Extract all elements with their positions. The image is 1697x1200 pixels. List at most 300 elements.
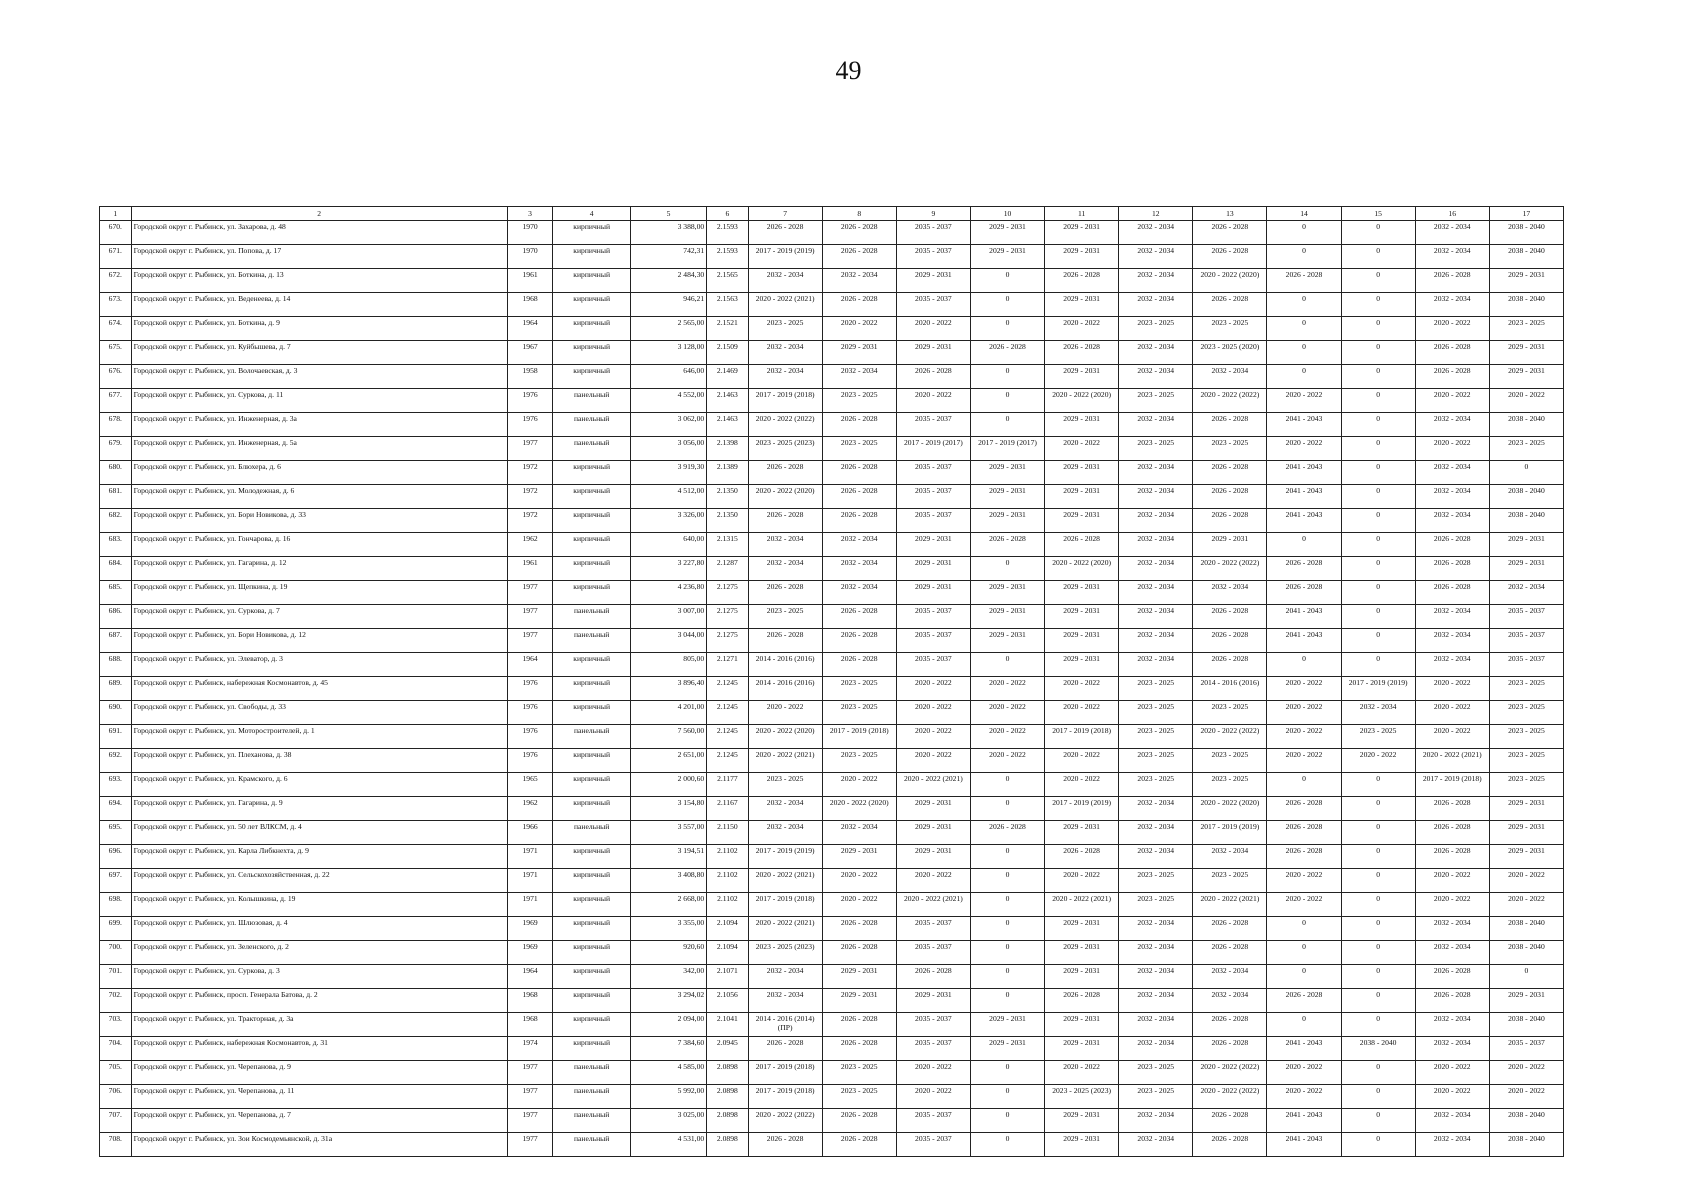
table-cell-col-8: 2020 - 2022 bbox=[822, 869, 896, 893]
table-row bbox=[100, 941, 1564, 965]
table-cell-col-5: 4 585,00 bbox=[630, 1061, 706, 1085]
table-cell-col-17: 2020 - 2022 bbox=[1489, 869, 1563, 893]
table-cell-col-16: 2032 - 2034 bbox=[1415, 293, 1489, 317]
table-cell-col-2: Городской округ г. Рыбинск, ул. Боткина, д. 13 bbox=[131, 269, 507, 293]
table-cell-col-11: 2026 - 2028 bbox=[1045, 341, 1119, 365]
table-cell-col-14: 0 bbox=[1267, 941, 1341, 965]
table-cell-col-7: 2023 - 2025 bbox=[748, 773, 822, 797]
table-cell-col-1: 676. bbox=[100, 365, 132, 389]
table-cell-col-15: 0 bbox=[1341, 533, 1415, 557]
column-header-8: 8 bbox=[822, 207, 896, 221]
table-cell-col-11: 2029 - 2031 bbox=[1045, 653, 1119, 677]
table-cell-col-16: 2032 - 2034 bbox=[1415, 1109, 1489, 1133]
table-cell-col-9: 2020 - 2022 (2021) bbox=[896, 773, 970, 797]
table-cell-col-6: 2.1469 bbox=[707, 365, 748, 389]
table-cell-col-9: 2035 - 2037 bbox=[896, 1133, 970, 1157]
table-cell-col-11: 2029 - 2031 bbox=[1045, 1037, 1119, 1061]
table-cell-col-15: 0 bbox=[1341, 989, 1415, 1013]
table-cell-col-2: Городской округ г. Рыбинск, ул. Волочаевская, д. 3 bbox=[131, 365, 507, 389]
registry-table bbox=[99, 206, 1564, 1157]
table-cell-col-6: 2.1593 bbox=[707, 221, 748, 245]
table-body bbox=[100, 221, 1564, 1157]
table-row bbox=[100, 581, 1564, 605]
table-cell-col-4: кирпичный bbox=[553, 893, 630, 917]
table-row bbox=[100, 245, 1564, 269]
table-cell-col-9: 2020 - 2022 bbox=[896, 869, 970, 893]
table-cell-col-5: 3 557,00 bbox=[630, 821, 706, 845]
table-cell-col-2: Городской округ г. Рыбинск, ул. Веденеева, д. 14 bbox=[131, 293, 507, 317]
table-cell-col-9: 2026 - 2028 bbox=[896, 965, 970, 989]
table-cell-col-13: 2023 - 2025 bbox=[1193, 437, 1267, 461]
table-cell-col-2: Городской округ г. Рыбинск, ул. Зеленского, д. 2 bbox=[131, 941, 507, 965]
table-cell-col-14: 2026 - 2028 bbox=[1267, 845, 1341, 869]
table-cell-col-1: 687. bbox=[100, 629, 132, 653]
table-cell-col-8: 2029 - 2031 bbox=[822, 989, 896, 1013]
column-header-13: 13 bbox=[1193, 207, 1267, 221]
table-cell-col-15: 2023 - 2025 bbox=[1341, 725, 1415, 749]
table-cell-col-8: 2026 - 2028 bbox=[822, 1013, 896, 1037]
table-cell-col-8: 2020 - 2022 bbox=[822, 893, 896, 917]
table-cell-col-1: 696. bbox=[100, 845, 132, 869]
table-cell-col-4: кирпичный bbox=[553, 365, 630, 389]
table-cell-col-7: 2020 - 2022 (2022) bbox=[748, 413, 822, 437]
table-cell-col-12: 2032 - 2034 bbox=[1119, 533, 1193, 557]
table-cell-col-1: 685. bbox=[100, 581, 132, 605]
table-cell-col-7: 2023 - 2025 (2023) bbox=[748, 941, 822, 965]
table-cell-col-12: 2032 - 2034 bbox=[1119, 941, 1193, 965]
table-cell-col-11: 2020 - 2022 (2021) bbox=[1045, 893, 1119, 917]
table-cell-col-8: 2020 - 2022 (2020) bbox=[822, 797, 896, 821]
column-header-16: 16 bbox=[1415, 207, 1489, 221]
table-cell-col-14: 2020 - 2022 bbox=[1267, 749, 1341, 773]
table-cell-col-17: 2029 - 2031 bbox=[1489, 365, 1563, 389]
table-cell-col-6: 2.0898 bbox=[707, 1133, 748, 1157]
table-cell-col-7: 2023 - 2025 bbox=[748, 605, 822, 629]
table-cell-col-12: 2032 - 2034 bbox=[1119, 269, 1193, 293]
table-cell-col-10: 2026 - 2028 bbox=[970, 533, 1044, 557]
table-cell-col-17: 2038 - 2040 bbox=[1489, 1133, 1563, 1157]
table-cell-col-11: 2029 - 2031 bbox=[1045, 461, 1119, 485]
table-cell-col-1: 693. bbox=[100, 773, 132, 797]
table-cell-col-15: 0 bbox=[1341, 245, 1415, 269]
table-cell-col-9: 2035 - 2037 bbox=[896, 509, 970, 533]
table-cell-col-5: 3 194,51 bbox=[630, 845, 706, 869]
table-cell-col-2: Городской округ г. Рыбинск, ул. Щепкина, д. 19 bbox=[131, 581, 507, 605]
table-cell-col-3: 1969 bbox=[507, 917, 553, 941]
table-cell-col-6: 2.0898 bbox=[707, 1109, 748, 1133]
table-cell-col-9: 2035 - 2037 bbox=[896, 1013, 970, 1037]
table-cell-col-7: 2032 - 2034 bbox=[748, 533, 822, 557]
table-cell-col-7: 2020 - 2022 (2021) bbox=[748, 749, 822, 773]
table-cell-col-4: кирпичный bbox=[553, 221, 630, 245]
table-cell-col-11: 2029 - 2031 bbox=[1045, 509, 1119, 533]
table-cell-col-7: 2020 - 2022 (2021) bbox=[748, 917, 822, 941]
table-cell-col-3: 1966 bbox=[507, 821, 553, 845]
table-row bbox=[100, 749, 1564, 773]
table-cell-col-4: кирпичный bbox=[553, 749, 630, 773]
table-cell-col-8: 2026 - 2028 bbox=[822, 221, 896, 245]
table-cell-col-14: 0 bbox=[1267, 965, 1341, 989]
table-cell-col-14: 2041 - 2043 bbox=[1267, 413, 1341, 437]
table-cell-col-17: 2038 - 2040 bbox=[1489, 509, 1563, 533]
table-cell-col-10: 2029 - 2031 bbox=[970, 245, 1044, 269]
table-cell-col-7: 2032 - 2034 bbox=[748, 365, 822, 389]
table-cell-col-4: кирпичный bbox=[553, 917, 630, 941]
table-cell-col-16: 2032 - 2034 bbox=[1415, 917, 1489, 941]
table-cell-col-11: 2026 - 2028 bbox=[1045, 845, 1119, 869]
table-cell-col-5: 646,00 bbox=[630, 365, 706, 389]
table-row bbox=[100, 677, 1564, 701]
table-cell-col-10: 2020 - 2022 bbox=[970, 677, 1044, 701]
table-cell-col-4: кирпичный bbox=[553, 293, 630, 317]
table-cell-col-9: 2035 - 2037 bbox=[896, 293, 970, 317]
table-cell-col-5: 3 408,80 bbox=[630, 869, 706, 893]
table-cell-col-13: 2023 - 2025 (2020) bbox=[1193, 341, 1267, 365]
table-cell-col-13: 2026 - 2028 bbox=[1193, 293, 1267, 317]
table-cell-col-13: 2026 - 2028 bbox=[1193, 1133, 1267, 1157]
table-cell-col-17: 2029 - 2031 bbox=[1489, 821, 1563, 845]
table-cell-col-11: 2020 - 2022 bbox=[1045, 317, 1119, 341]
table-cell-col-10: 0 bbox=[970, 773, 1044, 797]
column-header-2: 2 bbox=[131, 207, 507, 221]
table-cell-col-9: 2017 - 2019 (2017) bbox=[896, 437, 970, 461]
table-cell-col-15: 0 bbox=[1341, 797, 1415, 821]
table-cell-col-4: кирпичный bbox=[553, 677, 630, 701]
table-cell-col-7: 2023 - 2025 bbox=[748, 317, 822, 341]
table-cell-col-15: 0 bbox=[1341, 437, 1415, 461]
table-row bbox=[100, 1061, 1564, 1085]
table-cell-col-17: 2023 - 2025 bbox=[1489, 677, 1563, 701]
table-cell-col-13: 2026 - 2028 bbox=[1193, 941, 1267, 965]
table-cell-col-11: 2017 - 2019 (2019) bbox=[1045, 797, 1119, 821]
table-cell-col-13: 2032 - 2034 bbox=[1193, 365, 1267, 389]
table-row bbox=[100, 725, 1564, 749]
table-cell-col-5: 4 512,00 bbox=[630, 485, 706, 509]
table-cell-col-8: 2026 - 2028 bbox=[822, 461, 896, 485]
table-cell-col-9: 2029 - 2031 bbox=[896, 845, 970, 869]
table-cell-col-16: 2032 - 2034 bbox=[1415, 413, 1489, 437]
table-cell-col-9: 2026 - 2028 bbox=[896, 365, 970, 389]
table-cell-col-11: 2029 - 2031 bbox=[1045, 821, 1119, 845]
table-cell-col-1: 683. bbox=[100, 533, 132, 557]
table-cell-col-8: 2029 - 2031 bbox=[822, 341, 896, 365]
table-cell-col-10: 2020 - 2022 bbox=[970, 749, 1044, 773]
table-cell-col-7: 2020 - 2022 (2022) bbox=[748, 1109, 822, 1133]
table-cell-col-4: кирпичный bbox=[553, 485, 630, 509]
table-cell-col-8: 2026 - 2028 bbox=[822, 941, 896, 965]
table-cell-col-9: 2020 - 2022 bbox=[896, 725, 970, 749]
table-cell-col-8: 2026 - 2028 bbox=[822, 245, 896, 269]
table-cell-col-7: 2026 - 2028 bbox=[748, 1133, 822, 1157]
table-cell-col-1: 694. bbox=[100, 797, 132, 821]
table-cell-col-13: 2020 - 2022 (2022) bbox=[1193, 557, 1267, 581]
table-cell-col-7: 2020 - 2022 (2020) bbox=[748, 485, 822, 509]
table-cell-col-5: 946,21 bbox=[630, 293, 706, 317]
table-cell-col-9: 2029 - 2031 bbox=[896, 269, 970, 293]
table-cell-col-16: 2026 - 2028 bbox=[1415, 269, 1489, 293]
table-cell-col-14: 0 bbox=[1267, 317, 1341, 341]
table-cell-col-5: 5 992,00 bbox=[630, 1085, 706, 1109]
table-cell-col-4: кирпичный bbox=[553, 797, 630, 821]
table-cell-col-14: 2026 - 2028 bbox=[1267, 269, 1341, 293]
table-cell-col-1: 689. bbox=[100, 677, 132, 701]
table-cell-col-14: 0 bbox=[1267, 293, 1341, 317]
table-row bbox=[100, 821, 1564, 845]
table-cell-col-14: 0 bbox=[1267, 245, 1341, 269]
column-header-5: 5 bbox=[630, 207, 706, 221]
table-cell-col-2: Городской округ г. Рыбинск, ул. Гагарина, д. 9 bbox=[131, 797, 507, 821]
table-cell-col-15: 0 bbox=[1341, 1085, 1415, 1109]
table-cell-col-12: 2023 - 2025 bbox=[1119, 677, 1193, 701]
table-cell-col-8: 2026 - 2028 bbox=[822, 629, 896, 653]
table-cell-col-8: 2020 - 2022 bbox=[822, 317, 896, 341]
table-cell-col-6: 2.1102 bbox=[707, 869, 748, 893]
table-cell-col-8: 2032 - 2034 bbox=[822, 557, 896, 581]
table-cell-col-4: кирпичный bbox=[553, 509, 630, 533]
table-cell-col-7: 2020 - 2022 (2021) bbox=[748, 869, 822, 893]
table-cell-col-12: 2023 - 2025 bbox=[1119, 701, 1193, 725]
table-cell-col-3: 1964 bbox=[507, 653, 553, 677]
table-cell-col-8: 2026 - 2028 bbox=[822, 1037, 896, 1061]
table-cell-col-7: 2026 - 2028 bbox=[748, 509, 822, 533]
table-cell-col-5: 742,31 bbox=[630, 245, 706, 269]
column-header-14: 14 bbox=[1267, 207, 1341, 221]
table-cell-col-9: 2035 - 2037 bbox=[896, 485, 970, 509]
table-cell-col-15: 0 bbox=[1341, 341, 1415, 365]
table-cell-col-10: 0 bbox=[970, 917, 1044, 941]
table-cell-col-9: 2035 - 2037 bbox=[896, 653, 970, 677]
table-cell-col-16: 2026 - 2028 bbox=[1415, 533, 1489, 557]
table-cell-col-9: 2029 - 2031 bbox=[896, 341, 970, 365]
table-cell-col-10: 2029 - 2031 bbox=[970, 629, 1044, 653]
table-cell-col-8: 2029 - 2031 bbox=[822, 845, 896, 869]
table-cell-col-6: 2.1271 bbox=[707, 653, 748, 677]
table-cell-col-3: 1969 bbox=[507, 941, 553, 965]
table-cell-col-11: 2020 - 2022 bbox=[1045, 869, 1119, 893]
table-cell-col-17: 2023 - 2025 bbox=[1489, 437, 1563, 461]
table-cell-col-1: 670. bbox=[100, 221, 132, 245]
table-cell-col-1: 703. bbox=[100, 1013, 132, 1037]
table-cell-col-2: Городской округ г. Рыбинск, ул. 50 лет ВЛКСМ, д. 4 bbox=[131, 821, 507, 845]
table-cell-col-14: 2041 - 2043 bbox=[1267, 605, 1341, 629]
table-cell-col-5: 3 355,00 bbox=[630, 917, 706, 941]
table-cell-col-6: 2.1094 bbox=[707, 917, 748, 941]
table-cell-col-5: 3 388,00 bbox=[630, 221, 706, 245]
table-cell-col-7: 2032 - 2034 bbox=[748, 821, 822, 845]
table-cell-col-12: 2032 - 2034 bbox=[1119, 821, 1193, 845]
table-cell-col-1: 704. bbox=[100, 1037, 132, 1061]
table-cell-col-1: 672. bbox=[100, 269, 132, 293]
table-cell-col-13: 2026 - 2028 bbox=[1193, 653, 1267, 677]
table-cell-col-16: 2020 - 2022 (2021) bbox=[1415, 749, 1489, 773]
table-cell-col-17: 2038 - 2040 bbox=[1489, 941, 1563, 965]
table-cell-col-15: 0 bbox=[1341, 485, 1415, 509]
table-cell-col-12: 2032 - 2034 bbox=[1119, 221, 1193, 245]
table-cell-col-14: 2026 - 2028 bbox=[1267, 557, 1341, 581]
table-cell-col-15: 2017 - 2019 (2019) bbox=[1341, 677, 1415, 701]
table-cell-col-8: 2026 - 2028 bbox=[822, 413, 896, 437]
table-cell-col-16: 2026 - 2028 bbox=[1415, 797, 1489, 821]
table-cell-col-14: 0 bbox=[1267, 365, 1341, 389]
table-cell-col-10: 0 bbox=[970, 1085, 1044, 1109]
table-row bbox=[100, 1109, 1564, 1133]
table-cell-col-4: панельный bbox=[553, 1109, 630, 1133]
table-cell-col-7: 2032 - 2034 bbox=[748, 557, 822, 581]
table-cell-col-15: 0 bbox=[1341, 653, 1415, 677]
table-cell-col-11: 2029 - 2031 bbox=[1045, 1013, 1119, 1037]
table-cell-col-14: 2041 - 2043 bbox=[1267, 461, 1341, 485]
table-cell-col-14: 2020 - 2022 bbox=[1267, 725, 1341, 749]
table-cell-col-12: 2023 - 2025 bbox=[1119, 1061, 1193, 1085]
table-cell-col-10: 2029 - 2031 bbox=[970, 581, 1044, 605]
table-cell-col-8: 2020 - 2022 bbox=[822, 773, 896, 797]
table-cell-col-14: 2020 - 2022 bbox=[1267, 1061, 1341, 1085]
table-cell-col-15: 0 bbox=[1341, 413, 1415, 437]
table-cell-col-13: 2020 - 2022 (2022) bbox=[1193, 725, 1267, 749]
table-cell-col-1: 680. bbox=[100, 461, 132, 485]
table-row bbox=[100, 869, 1564, 893]
table-cell-col-5: 2 000,60 bbox=[630, 773, 706, 797]
table-cell-col-3: 1976 bbox=[507, 389, 553, 413]
table-cell-col-17: 2038 - 2040 bbox=[1489, 293, 1563, 317]
table-cell-col-9: 2029 - 2031 bbox=[896, 797, 970, 821]
table-cell-col-7: 2026 - 2028 bbox=[748, 461, 822, 485]
table-cell-col-12: 2032 - 2034 bbox=[1119, 845, 1193, 869]
table-cell-col-6: 2.1509 bbox=[707, 341, 748, 365]
table-cell-col-14: 2020 - 2022 bbox=[1267, 893, 1341, 917]
table-cell-col-6: 2.1245 bbox=[707, 749, 748, 773]
table-cell-col-8: 2026 - 2028 bbox=[822, 1133, 896, 1157]
table-cell-col-10: 0 bbox=[970, 1109, 1044, 1133]
table-cell-col-17: 2023 - 2025 bbox=[1489, 773, 1563, 797]
table-cell-col-5: 2 484,30 bbox=[630, 269, 706, 293]
table-cell-col-17: 0 bbox=[1489, 965, 1563, 989]
table-cell-col-13: 2023 - 2025 bbox=[1193, 701, 1267, 725]
table-cell-col-15: 0 bbox=[1341, 1109, 1415, 1133]
table-cell-col-11: 2020 - 2022 (2020) bbox=[1045, 389, 1119, 413]
table-cell-col-7: 2032 - 2034 bbox=[748, 965, 822, 989]
table-cell-col-5: 342,00 bbox=[630, 965, 706, 989]
table-cell-col-4: кирпичный bbox=[553, 653, 630, 677]
table-cell-col-16: 2026 - 2028 bbox=[1415, 581, 1489, 605]
table-cell-col-3: 1970 bbox=[507, 221, 553, 245]
table-cell-col-10: 2029 - 2031 bbox=[970, 605, 1044, 629]
table-cell-col-9: 2020 - 2022 (2021) bbox=[896, 893, 970, 917]
table-cell-col-12: 2032 - 2034 bbox=[1119, 1037, 1193, 1061]
table-cell-col-9: 2020 - 2022 bbox=[896, 1085, 970, 1109]
table-cell-col-17: 2023 - 2025 bbox=[1489, 317, 1563, 341]
table-cell-col-4: кирпичный bbox=[553, 965, 630, 989]
table-cell-col-1: 673. bbox=[100, 293, 132, 317]
table-cell-col-12: 2032 - 2034 bbox=[1119, 461, 1193, 485]
table-cell-col-11: 2029 - 2031 bbox=[1045, 413, 1119, 437]
table-cell-col-16: 2020 - 2022 bbox=[1415, 389, 1489, 413]
table-cell-col-6: 2.1177 bbox=[707, 773, 748, 797]
table-cell-col-9: 2035 - 2037 bbox=[896, 629, 970, 653]
table-cell-col-8: 2026 - 2028 bbox=[822, 917, 896, 941]
page-number: 49 bbox=[835, 56, 862, 85]
table-cell-col-17: 0 bbox=[1489, 461, 1563, 485]
table-cell-col-16: 2020 - 2022 bbox=[1415, 725, 1489, 749]
table-cell-col-8: 2023 - 2025 bbox=[822, 1061, 896, 1085]
table-cell-col-5: 4 201,00 bbox=[630, 701, 706, 725]
table-cell-col-2: Городской округ г. Рыбинск, ул. Сельскохозяйственная, д. 22 bbox=[131, 869, 507, 893]
table-row bbox=[100, 1085, 1564, 1109]
table-cell-col-6: 2.1056 bbox=[707, 989, 748, 1013]
table-cell-col-6: 2.1563 bbox=[707, 293, 748, 317]
table-cell-col-7: 2017 - 2019 (2019) bbox=[748, 845, 822, 869]
table-cell-col-2: Городской округ г. Рыбинск, ул. Инженерная, д. 5а bbox=[131, 437, 507, 461]
table-cell-col-2: Городской округ г. Рыбинск, ул. Тракторная, д. 3а bbox=[131, 1013, 507, 1037]
table-cell-col-15: 0 bbox=[1341, 269, 1415, 293]
table-cell-col-3: 1976 bbox=[507, 413, 553, 437]
table-cell-col-12: 2032 - 2034 bbox=[1119, 341, 1193, 365]
table-cell-col-16: 2026 - 2028 bbox=[1415, 341, 1489, 365]
table-cell-col-2: Городской округ г. Рыбинск, ул. Попова, д. 17 bbox=[131, 245, 507, 269]
table-cell-col-5: 3 056,00 bbox=[630, 437, 706, 461]
table-cell-col-3: 1972 bbox=[507, 509, 553, 533]
table-cell-col-7: 2020 - 2022 bbox=[748, 701, 822, 725]
table-cell-col-6: 2.1245 bbox=[707, 677, 748, 701]
table-cell-col-17: 2038 - 2040 bbox=[1489, 917, 1563, 941]
table-cell-col-4: кирпичный bbox=[553, 1037, 630, 1061]
table-cell-col-14: 0 bbox=[1267, 773, 1341, 797]
table-cell-col-17: 2020 - 2022 bbox=[1489, 1061, 1563, 1085]
table-row bbox=[100, 773, 1564, 797]
table-cell-col-13: 2032 - 2034 bbox=[1193, 581, 1267, 605]
table-cell-col-17: 2020 - 2022 bbox=[1489, 1085, 1563, 1109]
table-cell-col-2: Городской округ г. Рыбинск, ул. Боткина, д. 9 bbox=[131, 317, 507, 341]
table-cell-col-17: 2029 - 2031 bbox=[1489, 845, 1563, 869]
table-cell-col-10: 0 bbox=[970, 389, 1044, 413]
table-cell-col-9: 2020 - 2022 bbox=[896, 749, 970, 773]
table-cell-col-4: кирпичный bbox=[553, 245, 630, 269]
table-cell-col-5: 640,00 bbox=[630, 533, 706, 557]
table-cell-col-5: 3 227,80 bbox=[630, 557, 706, 581]
table-cell-col-6: 2.0945 bbox=[707, 1037, 748, 1061]
table-cell-col-14: 2041 - 2043 bbox=[1267, 1037, 1341, 1061]
table-cell-col-6: 2.1350 bbox=[707, 485, 748, 509]
table-cell-col-14: 2020 - 2022 bbox=[1267, 389, 1341, 413]
table-cell-col-17: 2035 - 2037 bbox=[1489, 629, 1563, 653]
table-cell-col-2: Городской округ г. Рыбинск, ул. Шлюзовая, д. 4 bbox=[131, 917, 507, 941]
table-cell-col-13: 2023 - 2025 bbox=[1193, 869, 1267, 893]
table-cell-col-3: 1961 bbox=[507, 269, 553, 293]
table-cell-col-2: Городской округ г. Рыбинск, ул. Суркова, д. 3 bbox=[131, 965, 507, 989]
table-cell-col-2: Городской округ г. Рыбинск, ул. Блюхера, д. 6 bbox=[131, 461, 507, 485]
table-cell-col-2: Городской округ г. Рыбинск, ул. Черепанова, д. 9 bbox=[131, 1061, 507, 1085]
table-cell-col-12: 2032 - 2034 bbox=[1119, 629, 1193, 653]
table-cell-col-14: 0 bbox=[1267, 917, 1341, 941]
table-cell-col-17: 2032 - 2034 bbox=[1489, 581, 1563, 605]
table-row bbox=[100, 845, 1564, 869]
table-cell-col-17: 2035 - 2037 bbox=[1489, 653, 1563, 677]
table-cell-col-14: 2026 - 2028 bbox=[1267, 989, 1341, 1013]
table-cell-col-11: 2029 - 2031 bbox=[1045, 965, 1119, 989]
table-cell-col-3: 1961 bbox=[507, 557, 553, 581]
table-cell-col-17: 2020 - 2022 bbox=[1489, 389, 1563, 413]
table-cell-col-6: 2.1245 bbox=[707, 701, 748, 725]
table-cell-col-11: 2029 - 2031 bbox=[1045, 941, 1119, 965]
table-cell-col-7: 2032 - 2034 bbox=[748, 269, 822, 293]
table-cell-col-1: 697. bbox=[100, 869, 132, 893]
table-cell-col-15: 0 bbox=[1341, 821, 1415, 845]
table-cell-col-1: 675. bbox=[100, 341, 132, 365]
table-cell-col-2: Городской округ г. Рыбинск, набережная Космонавтов, д. 31 bbox=[131, 1037, 507, 1061]
table-cell-col-12: 2032 - 2034 bbox=[1119, 605, 1193, 629]
table-cell-col-1: 678. bbox=[100, 413, 132, 437]
table-cell-col-9: 2020 - 2022 bbox=[896, 389, 970, 413]
